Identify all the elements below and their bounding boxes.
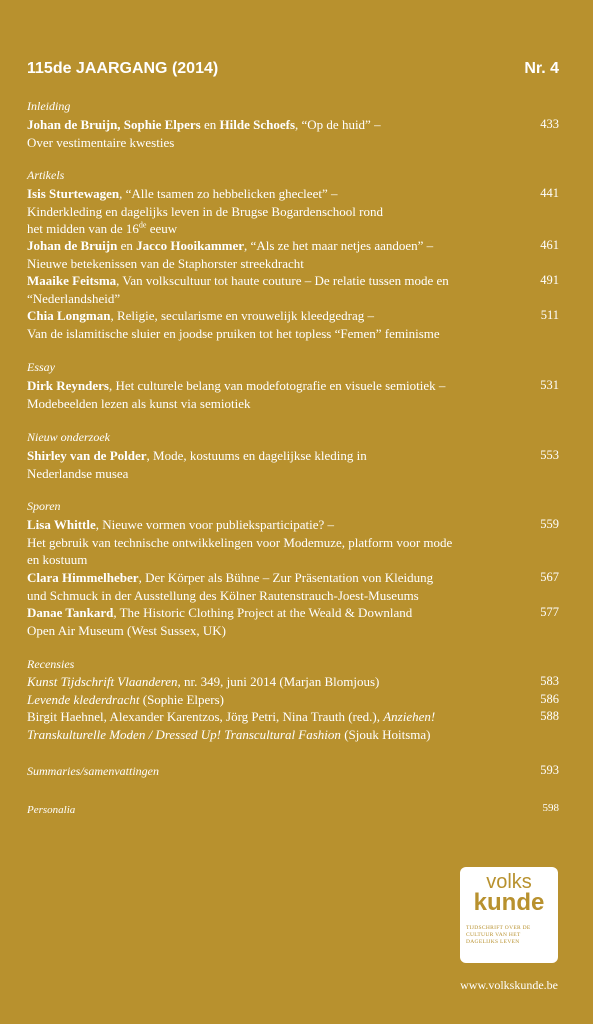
toc-entry[interactable] [27,516,559,569]
page-number: 461 [540,238,559,252]
entry-title: , “Op de huid” – [295,117,381,132]
page-number: 593 [540,763,559,777]
entry-author: Shirley van de Polder [27,448,147,463]
page-number: 559 [540,517,559,531]
toc-entry[interactable] [27,673,559,691]
entry-title: , “Alle tsamen zo hebbelicken ghecleet” – [119,186,338,201]
entry-subtitle: het midden van de 16 [27,221,139,236]
entry-subtitle: Modebeelden lezen als kunst via semiotiek [27,395,251,411]
toc-header [27,60,559,84]
volkskunde-logo[interactable] [460,867,558,963]
entry-subtitle: “Nederlandsheid” [27,290,121,306]
section-artikels: Artikels [27,168,65,182]
entry-title: , “Als ze het maar netjes aandoen” – [244,238,434,253]
toc-entry[interactable] [27,604,559,639]
entry-subtitle: Nederlandse musea [27,465,129,481]
entry-subtitle: Het gebruik van technische ontwikkelingen voor Modemuze, platform voor mode [27,534,453,550]
entry-subtitle: Over vestimentaire kwesties [27,134,175,150]
page-number: 567 [540,570,559,584]
entry-reviewer: (Sophie Elpers) [139,692,224,707]
entry-title: Kunst Tijdschrift Vlaanderen [27,674,178,689]
page-number: 441 [540,186,559,200]
entry-title: Transkulturelle Moden / Dressed Up! Transcultural Fashion [27,726,341,742]
issue-number: Nr. 4 [524,60,559,77]
toc-entry[interactable] [27,237,559,272]
section-sporen: Sporen [27,499,61,513]
entry-conjunction: en [200,117,220,132]
entry-title: , Het culturele belang van modefotografie en visuele semiotiek – [108,378,446,393]
page-number: 531 [540,378,559,392]
entry-subtitle: Open Air Museum (West Sussex, UK) [27,622,226,638]
entry-author: Lisa Whittle [27,517,96,532]
entry-subtitle: und Schmuck in der Ausstellung des Kölner Rautenstrauch-Joest-Museums [27,587,419,603]
entry-subtitle: eeuw [146,221,178,236]
logo-tagline: TIJDSCHRIFT OVER DE CULTUUR VAN HET DAGELIJKS LEVEN [466,925,531,945]
entry-author: Dirk Reynders [27,378,109,393]
entry-subtitle: Van de islamitische sluier en joodse pruiken tot het topless “Femen” feminisme [27,325,440,341]
entry-title: , The Historic Clothing Project at the Weald & Downland [113,605,413,620]
entry-title: , Van volkscultuur tot haute couture – De relatie tussen mode en [116,273,449,288]
toc-entry[interactable] [27,762,559,781]
page-number: 588 [540,709,559,723]
page-number: 511 [540,308,559,322]
entry-author: Danae Tankard [27,605,114,620]
entry-title: , Nieuwe vormen voor publieksparticipatie? – [95,517,335,532]
entry-reviewer: , nr. 349, juni 2014 (Marjan Blomjous) [177,674,380,689]
section-summaries: Summaries/samenvattingen [27,764,159,778]
section-recensies: Recensies [27,657,75,671]
entry-reviewer: (Sjouk Hoitsma) [340,726,431,742]
section-essay: Essay [27,360,55,374]
entry-subtitle: Nieuwe betekenissen van de Staphorster streekdracht [27,255,304,271]
website-link[interactable]: www.volkskunde.be [460,978,558,992]
toc-entry[interactable] [27,272,559,307]
page-number: 583 [540,674,559,688]
page-number: 586 [540,692,559,706]
entry-author: Johan de Bruijn [27,238,118,253]
entry-title: Anziehen! [383,709,436,724]
section-personalia: Personalia [27,804,76,816]
entry-conjunction: en [117,238,137,253]
entry-author: Johan de Bruijn, Sophie Elpers [27,117,201,132]
logo-line2: kunde [473,889,545,916]
entry-subtitle: Kinderkleding en dagelijks leven in de Brugse Bogardenschool rond [27,203,383,219]
section-nieuw-onderzoek: Nieuw onderzoek [27,430,110,444]
superscript: de [138,220,147,230]
toc-entry[interactable] [27,116,559,151]
toc-entry[interactable] [27,307,559,342]
toc-entry[interactable] [27,691,559,709]
toc-entry[interactable] [27,708,559,743]
toc-entry[interactable] [27,800,559,820]
entry-author: Isis Sturtewagen [27,186,120,201]
page-number: 553 [540,448,559,462]
entry-subtitle: en kostuum [27,552,88,567]
page-number: 598 [542,802,559,814]
entry-title: , Mode, kostuums en dagelijkse kleding in [146,448,367,463]
entry-title: Levende klederdracht [27,692,140,707]
page-number: 491 [540,273,559,287]
entry-author: Jacco Hooikammer [136,238,245,253]
toc-entry[interactable] [27,569,559,604]
entry-author: Maaike Feitsma [27,273,117,288]
entry-title: , Der Körper als Bühne – Zur Präsentation von Kleidung [138,570,434,585]
entry-author: Clara Himmelheber [27,570,139,585]
logo-line1: volks [486,871,532,893]
toc-entry[interactable] [27,447,559,482]
page-number: 577 [540,605,559,619]
volume-title: 115de JAARGANG (2014) [27,60,219,77]
toc-entry[interactable] [27,377,559,412]
section-inleiding: Inleiding [27,99,71,113]
entry-authors: Birgit Haehnel, Alexander Karentzos, Jörg Petri, Nina Trauth (red.), [27,709,384,724]
entry-author: Hilde Schoefs [219,117,296,132]
toc-entry[interactable] [27,185,559,238]
page-number: 433 [540,117,559,131]
entry-title: , Religie, secularisme en vrouwelijk kleedgedrag – [110,308,374,323]
entry-author: Chia Longman [27,308,111,323]
